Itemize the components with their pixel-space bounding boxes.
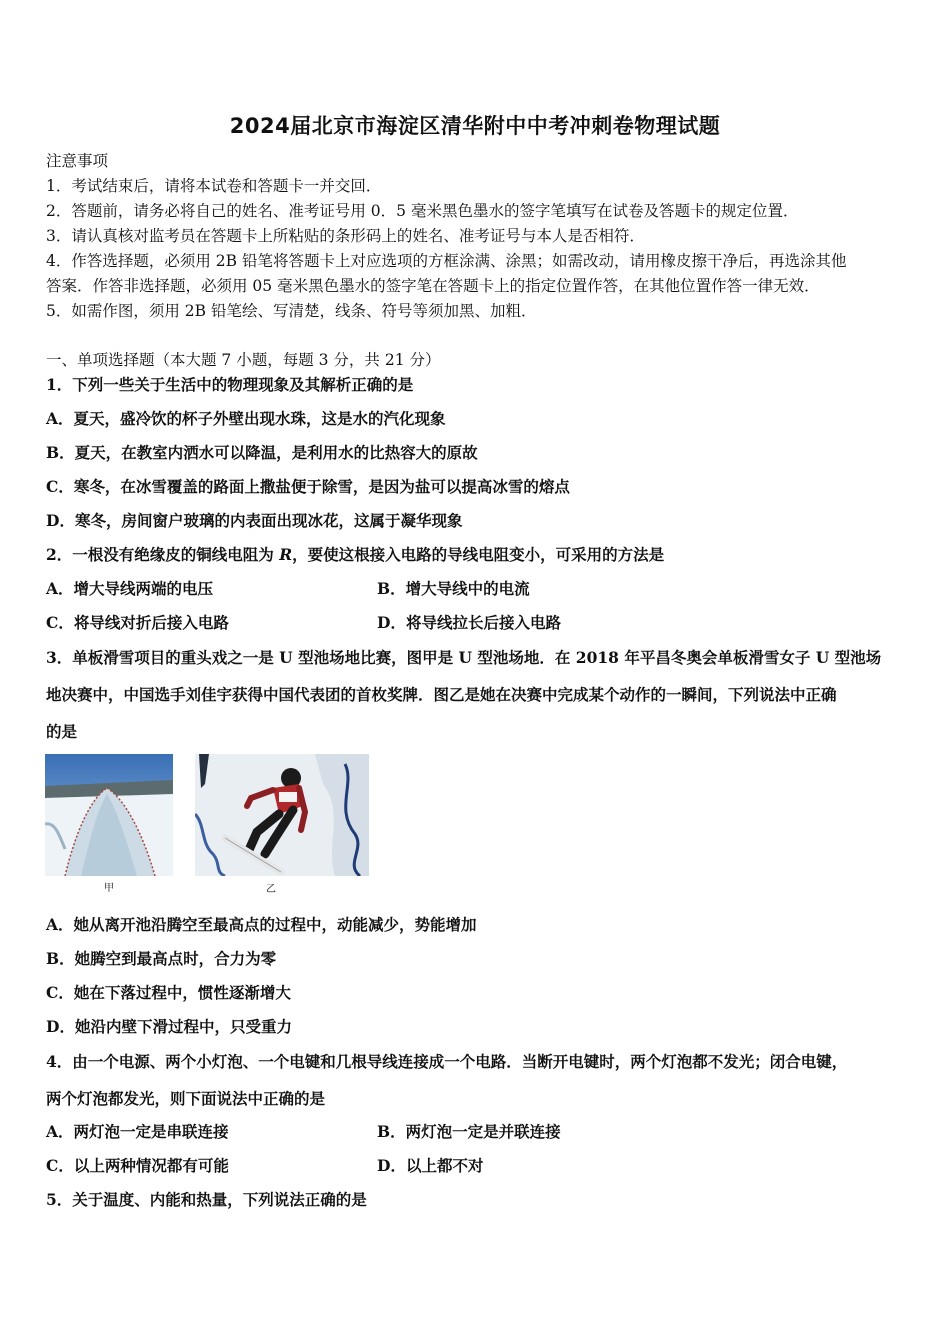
q1-option-c: C．寒冬，在冰雪覆盖的路面上撒盐便于除雪，是因为盐可以提高冰雪的熔点 xyxy=(46,477,570,496)
q3-stem-line: 的是 xyxy=(46,722,78,741)
notice-heading: 注意事项 xyxy=(46,152,109,170)
q1-option-d: D．寒冬，房间窗户玻璃的内表面出现冰花，这属于凝华现象 xyxy=(46,511,463,530)
notice-item: 3．请认真核对监考员在答题卡上所粘贴的条形码上的姓名、准考证号与本人是否相符． xyxy=(46,227,645,245)
notice-item: 2．答题前，请务必将自己的姓名、准考证号用 0．5 毫米黑色墨水的签字笔填写在试卷及答题卡的规定位置． xyxy=(46,202,799,220)
q3-option-c: C．她在下落过程中，惯性逐渐增大 xyxy=(46,983,291,1002)
q1-option-b: B．夏天，在教室内洒水可以降温，是利用水的比热容大的原故 xyxy=(46,443,478,462)
halfpipe-illustration xyxy=(45,754,173,876)
q3-stem-line: 地决赛中，中国选手刘佳宇获得中国代表团的首枚奖牌．图乙是她在决赛中完成某个动作的一瞬间，下列说法中正确 xyxy=(46,685,837,704)
q2-option-a: A．增大导线两端的电压 xyxy=(46,579,214,598)
notice-item: 4．作答选择题，必须用 2B 铅笔将答题卡上对应选项的方框涂满、涂黑；如需改动，请用橡皮擦干净后，再选涂其他 xyxy=(46,252,847,270)
section-heading: 一、单项选择题（本大题 7 小题，每题 3 分，共 21 分） xyxy=(46,351,441,369)
q2-option-b: B．增大导线中的电流 xyxy=(377,579,530,598)
q4-stem-line: 4．由一个电源、两个小灯泡、一个电键和几根导线连接成一个电路．当断开电键时，两个灯泡都不发光；闭合电键， xyxy=(46,1052,848,1071)
notice-item: 1．考试结束后，请将本试卷和答题卡一并交回． xyxy=(46,177,382,195)
exam-title: 2024届北京市海淀区清华附中中考冲刺卷物理试题 xyxy=(229,114,721,138)
figure-caption-yi: 乙 xyxy=(266,884,276,895)
q1-stem: 1．下列一些关于生活中的物理现象及其解析正确的是 xyxy=(46,375,414,394)
q4-stem-line: 两个灯泡都发光，则下面说法中正确的是 xyxy=(46,1089,326,1108)
snowboarder-illustration xyxy=(195,754,369,876)
q2-option-c: C．将导线对折后接入电路 xyxy=(46,613,229,632)
q2-stem xyxy=(46,545,664,565)
snowboarder-photo xyxy=(195,754,369,876)
q2-stem-a: 2．一根没有绝缘皮的铜线电阻为 xyxy=(46,545,280,564)
q1-option-a: A．夏天，盛冷饮的杯子外壁出现水珠，这是水的汽化现象 xyxy=(46,409,446,428)
notice-item: 5．如需作图，须用 2B 铅笔绘、写清楚，线条、符号等须加黑、加粗． xyxy=(46,302,537,320)
q3-stem-line: 3．单板滑雪项目的重头戏之一是 U 型池场地比赛，图甲是 U 型池场地．在 2018 年平昌冬奥会单板滑雪女子 U 型池场 xyxy=(46,648,882,667)
notice-item: 答案．作答非选择题，必须用 05 毫米黑色墨水的签字笔在答题卡上的指定位置作答，在其他位置作答一律无效． xyxy=(46,277,820,295)
q3-option-a: A．她从离开池沿腾空至最高点的过程中，动能减少，势能增加 xyxy=(46,915,477,934)
q2-option-d: D．将导线拉长后接入电路 xyxy=(377,613,561,632)
q2-variable: R xyxy=(279,545,293,564)
q5-stem: 5．关于温度、内能和热量，下列说法正确的是 xyxy=(46,1190,367,1209)
q3-option-d: D．她沿内壁下滑过程中，只受重力 xyxy=(46,1017,292,1036)
q4-option-c: C．以上两种情况都有可能 xyxy=(46,1156,229,1175)
q3-option-b: B．她腾空到最高点时，合力为零 xyxy=(46,949,277,968)
q4-option-a: A．两灯泡一定是串联连接 xyxy=(46,1122,229,1141)
q4-option-d: D．以上都不对 xyxy=(377,1156,484,1175)
halfpipe-photo xyxy=(45,754,173,876)
q2-stem-b: ，要使这根接入电路的导线电阻变小，可采用的方法是 xyxy=(292,545,665,564)
q4-option-b: B．两灯泡一定是并联连接 xyxy=(377,1122,561,1141)
figure-caption-jia: 甲 xyxy=(104,883,114,894)
